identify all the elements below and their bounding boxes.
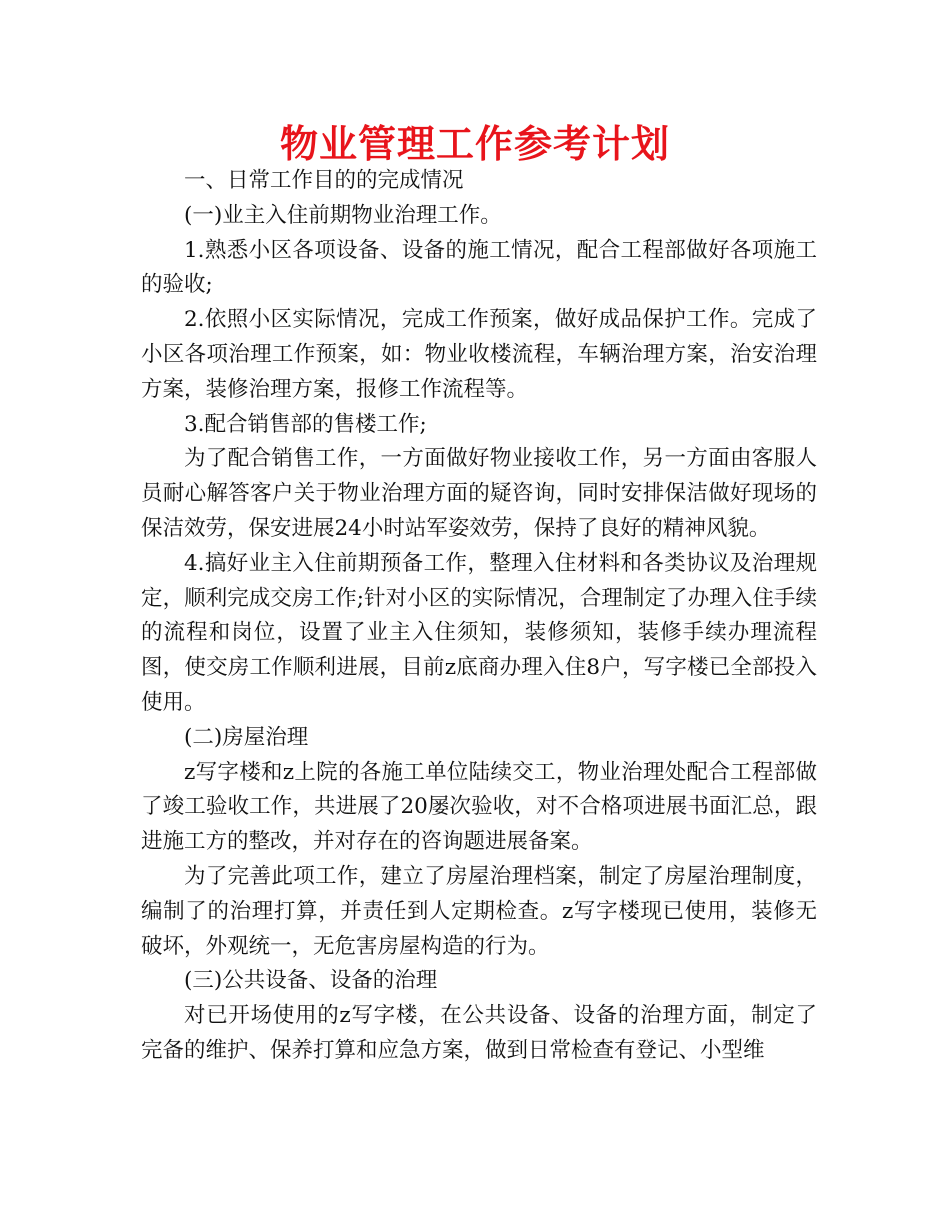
paragraph-building-acceptance: z写字楼和z上院的各施工单位陆续交工，物业治理处配合工程部做了竣工验收工作，共进展了20屡次验收，对不合格项进展书面汇总，跟进施工方的整改，并对存在的咨询题进展备案。 (141, 759, 817, 855)
paragraph-item-2: 2.依照小区实际情况，完成工作预案，做好成品保护工作。完成了小区各项治理工作预案，如：物业收楼流程，车辆治理方案，治安治理方案，装修治理方案，报修工作流程等。 (141, 307, 817, 402)
paragraph-item-1: 1.熟悉小区各项设备、设备的施工情况，配合工程部做好各项施工的验收; (141, 237, 817, 298)
paragraph-sales-support: 为了配合销售工作，一方面做好物业接收工作，另一方面由客服人员耐心解答客户关于物业治理方面的疑咨询，同时安排保洁做好现场的保洁效劳，保安进展24小时站军姿效劳，保持了良好的精神风貌。 (141, 446, 817, 541)
paragraph-item-3: 3.配合销售部的售楼工作; (184, 411, 427, 437)
paragraph-subheading-3: (三)公共设备、设备的治理 (184, 968, 438, 994)
paragraph-section-heading-1: 一、日常工作目的的完成情况 (184, 168, 464, 193)
document-body (141, 164, 817, 1069)
paragraph-building-records: 为了完善此项工作，建立了房屋治理档案，制定了房屋治理制度，编制了的治理打算，并责任到人定期检查。z写字楼现已使用，装修无破坏，外观统一，无危害房屋构造的行为。 (141, 863, 817, 959)
paragraph-subheading-2: (二)房屋治理 (184, 724, 309, 750)
paragraph-facility-management: 对已开场使用的z写字楼，在公共设备、设备的治理方面，制定了完备的维护、保养打算和应急方案，做到日常检查有登记、小型维 (141, 1003, 817, 1063)
paragraph-item-4: 4.搞好业主入住前期预备工作，整理入住材料和各类协议及治理规定，顺利完成交房工作;针对小区的实际情况，合理制定了办理入住手续的流程和岗位，设置了业主入住须知，装修须知，装修手续办理流程图，使交房工作顺利进展，目前z底商办理入住8户，写字楼已全部投入使用。 (141, 550, 817, 715)
document-title: 物业管理工作参考计划 (279, 122, 670, 166)
paragraph-subheading-1: (一)业主入住前期物业治理工作。 (184, 202, 502, 228)
